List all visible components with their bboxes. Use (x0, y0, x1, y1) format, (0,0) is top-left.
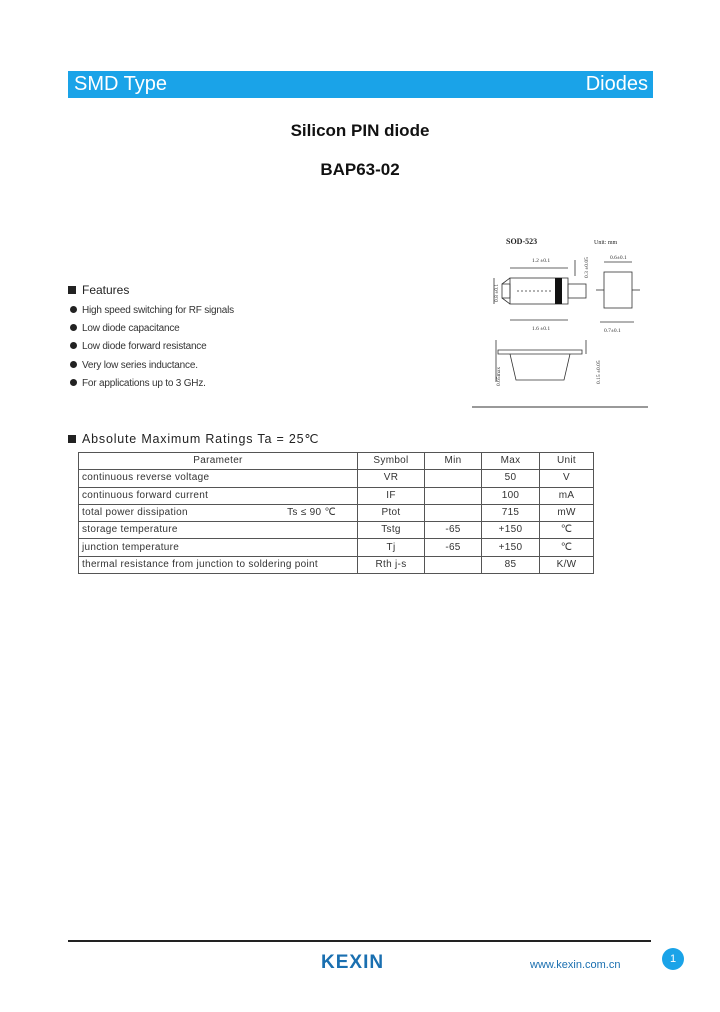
min-cell (425, 470, 482, 487)
bullet-icon (70, 306, 77, 313)
column-header: Min (425, 453, 482, 470)
front-view-top (498, 350, 582, 354)
dim-label: 0.65max (496, 366, 502, 386)
unit-cell: mA (540, 487, 594, 504)
ratings-heading: Absolute Maximum Ratings Ta = 25℃ (68, 431, 319, 446)
dim-label: 0.7±0.1 (604, 328, 621, 334)
table-row (79, 504, 594, 521)
condition-text: Ts ≤ 90 ℃ (287, 507, 336, 519)
table-row (79, 556, 594, 573)
param-cell: storage temperature (79, 522, 358, 539)
table-row (79, 522, 594, 539)
company-logo: KEXIN (321, 952, 385, 973)
dim-label: 1.6 ±0.1 (532, 326, 551, 332)
table-row (79, 487, 594, 504)
unit-cell: ℃ (540, 539, 594, 556)
symbol-cell: Ptot (358, 504, 425, 521)
bullet-icon (70, 361, 77, 368)
param-cell: continuous forward current (79, 487, 358, 504)
symbol-cell: Tj (358, 539, 425, 556)
website-link[interactable]: www.kexin.com.cn (530, 959, 621, 971)
footer-divider (68, 940, 651, 942)
bullet-icon (70, 324, 77, 331)
param-cell: continuous reverse voltage (79, 470, 358, 487)
square-bullet-icon (68, 435, 76, 443)
features-heading: Features (68, 283, 129, 297)
front-view-body (510, 354, 570, 380)
part-number: BAP63-02 (320, 160, 400, 179)
unit-cell: ℃ (540, 522, 594, 539)
unit-cell: K/W (540, 556, 594, 573)
max-cell: 100 (482, 487, 540, 504)
header-right: Diodes (585, 73, 648, 95)
table-header-row (79, 453, 594, 470)
square-bullet-icon (68, 286, 76, 294)
min-cell (425, 556, 482, 573)
dim-label: 0.3 ±0.05 (584, 257, 590, 278)
bullet-icon (70, 342, 77, 349)
feature-item: Low diode forward resistance (70, 341, 206, 352)
column-header: Parameter (79, 453, 358, 470)
unit-cell: mW (540, 504, 594, 521)
dim-label: 0.8 ±0.1 (494, 283, 500, 302)
symbol-cell: VR (358, 470, 425, 487)
feature-item: High speed switching for RF signals (70, 305, 234, 316)
max-cell: 715 (482, 504, 540, 521)
unit-cell: V (540, 470, 594, 487)
dim-label: 1.2 ±0.1 (532, 258, 551, 264)
dim-label: 0.15 ±0.05 (596, 360, 602, 384)
min-cell: -65 (425, 539, 482, 556)
max-cell: 85 (482, 556, 540, 573)
feature-item: For applications up to 3 GHz. (70, 378, 206, 389)
header-bar (68, 71, 653, 98)
lead-left (502, 284, 510, 298)
max-cell: +150 (482, 522, 540, 539)
param-cell: total power dissipation Ts ≤ 90 ℃ (79, 504, 358, 521)
side-view (604, 272, 632, 308)
param-cell: junction temperature (79, 539, 358, 556)
symbol-cell: Rth j-s (358, 556, 425, 573)
column-header: Max (482, 453, 540, 470)
min-cell (425, 487, 482, 504)
lead-right (568, 284, 586, 298)
header-left: SMD Type (74, 73, 167, 95)
symbol-cell: Tstg (358, 522, 425, 539)
max-cell: +150 (482, 539, 540, 556)
param-cell: thermal resistance from junction to soldering point (79, 556, 358, 573)
dim-label: 0.6±0.1 (610, 255, 627, 261)
bullet-icon (70, 379, 77, 386)
min-cell: -65 (425, 522, 482, 539)
table-row (79, 539, 594, 556)
page-number: 1 (662, 948, 684, 970)
column-header: Symbol (358, 453, 425, 470)
max-cell: 50 (482, 470, 540, 487)
cathode-band (555, 278, 562, 304)
symbol-cell: IF (358, 487, 425, 504)
feature-item: Low diode capacitance (70, 323, 180, 334)
package-unit: Unit: mm (594, 240, 618, 246)
feature-item: Very low series inductance. (70, 360, 198, 371)
table-row (79, 470, 594, 487)
ratings-table (78, 452, 594, 574)
doc-title: Silicon PIN diode (290, 121, 430, 140)
min-cell (425, 504, 482, 521)
package-name: SOD-523 (506, 237, 538, 246)
column-header: Unit (540, 453, 594, 470)
package-drawing (472, 232, 650, 410)
